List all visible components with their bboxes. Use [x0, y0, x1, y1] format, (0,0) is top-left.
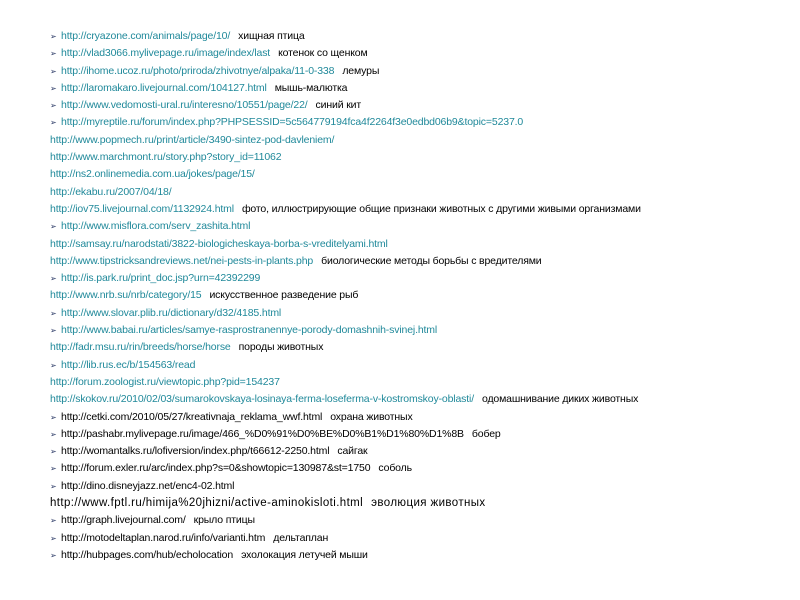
list-item	[50, 339, 790, 356]
list-item	[50, 132, 790, 149]
link-description: бобер	[471, 427, 501, 440]
link-description: котенок со щенком	[278, 47, 368, 60]
list-item	[50, 63, 790, 80]
list-item	[50, 547, 790, 564]
arrow-bullet-icon: ➢	[50, 533, 57, 543]
list-item	[50, 426, 790, 443]
list-item	[50, 391, 790, 408]
link[interactable]: http://fadr.msu.ru/rin/breeds/horse/horse	[50, 341, 231, 354]
list-item	[50, 530, 790, 547]
list-item	[50, 357, 790, 374]
link[interactable]: http://www.slovar.plib.ru/dictionary/d32/4185.html	[61, 306, 282, 319]
list-item	[50, 80, 790, 97]
link[interactable]: http://pashabr.mylivepage.ru/image/466_%D0%91%D0%BE%D0%B1%D1%80%D1%8B	[61, 427, 464, 440]
arrow-bullet-icon: ➢	[50, 464, 57, 474]
link[interactable]: http://forum.exler.ru/arc/index.php?s=0&showtopic=130987&st=1750	[61, 462, 371, 475]
list-item	[50, 305, 790, 322]
link-description: хищная птица	[238, 30, 305, 42]
link[interactable]: http://hubpages.com/hub/echolocation	[61, 548, 234, 561]
list-item	[50, 149, 790, 166]
list-item	[50, 478, 790, 495]
link-description: крыло птицы	[193, 514, 255, 527]
link-description: синий кит	[315, 99, 362, 112]
arrow-bullet-icon: ➢	[50, 49, 57, 59]
link[interactable]: http://skokov.ru/2010/02/03/sumarokovskaya-losinaya-ferma-loseferma-v-kostromskoy-oblasti/	[50, 393, 474, 406]
link-list	[50, 28, 790, 564]
list-item	[50, 460, 790, 477]
link[interactable]: http://cetki.com/2010/05/27/kreativnaja_reklama_wwf.html	[61, 410, 323, 423]
list-item	[50, 166, 790, 183]
arrow-bullet-icon: ➢	[50, 274, 57, 284]
list-item	[50, 253, 790, 270]
link[interactable]: http://www.babai.ru/articles/samye-rasprostranennye-porody-domashnih-svinej.html	[61, 324, 438, 337]
arrow-bullet-icon: ➢	[50, 118, 57, 128]
link[interactable]: http://laromakaro.livejournal.com/104127.html	[61, 81, 267, 94]
link[interactable]: http://cryazone.com/animals/page/10/	[61, 30, 231, 42]
link[interactable]: http://www.vedomosti-ural.ru/interesno/10551/page/22/	[61, 99, 308, 112]
arrow-bullet-icon: ➢	[50, 481, 57, 491]
list-item	[50, 236, 790, 253]
list-item	[50, 512, 790, 529]
link[interactable]: http://www.nrb.su/nrb/category/15	[50, 289, 202, 302]
link-description: искусственное разведение рыб	[209, 289, 359, 302]
link-description: одомашнивание диких животных	[481, 393, 639, 406]
link[interactable]: http://www.popmech.ru/print/article/3490-sintez-pod-davleniem/	[50, 133, 335, 146]
link-description: мышь-малютка	[274, 81, 348, 94]
link-description: дельтаплан	[273, 531, 329, 544]
link[interactable]: http://ihome.ucoz.ru/photo/priroda/zhivotnye/alpaka/11-0-338	[61, 64, 335, 77]
list-item	[50, 45, 790, 62]
link[interactable]: http://www.marchmont.ru/story.php?story_id=11062	[50, 151, 282, 164]
link[interactable]: http://www.tipstricksandreviews.net/nei-pests-in-plants.php	[50, 254, 314, 267]
link-description: биологические методы борьбы с вредителями	[321, 254, 542, 267]
link-description: сайгак	[337, 445, 368, 458]
link-description: соболь	[378, 462, 412, 475]
link-description: фото, иллюстрирующие общие признаки животных с другими живыми организмами	[241, 202, 641, 215]
list-item	[50, 201, 790, 218]
arrow-bullet-icon: ➢	[50, 429, 57, 439]
link[interactable]: http://graph.livejournal.com/	[61, 514, 186, 527]
link[interactable]: http://samsay.ru/narodstati/3822-biologicheskaya-borba-s-vreditelyami.html	[50, 237, 388, 250]
link[interactable]: http://womantalks.ru/lofiversion/index.php/t66612-2250.html	[61, 445, 330, 458]
list-item	[50, 443, 790, 460]
list-item	[50, 28, 790, 45]
link-description: охрана животных	[330, 410, 413, 423]
arrow-bullet-icon: ➢	[50, 308, 57, 318]
list-item	[50, 287, 790, 304]
arrow-bullet-icon: ➢	[50, 83, 57, 93]
arrow-bullet-icon: ➢	[50, 447, 57, 457]
arrow-bullet-icon: ➢	[50, 360, 57, 370]
list-item	[50, 322, 790, 339]
arrow-bullet-icon: ➢	[50, 516, 57, 526]
list-item	[50, 218, 790, 235]
link-description: лемуры	[342, 64, 380, 77]
link[interactable]: http://dino.disneyjazz.net/enc4-02.html	[61, 479, 235, 492]
list-item	[50, 114, 790, 131]
link-description: эхолокация летучей мыши	[241, 548, 368, 561]
list-item	[50, 97, 790, 114]
arrow-bullet-icon: ➢	[50, 412, 57, 422]
link[interactable]: http://iov75.livejournal.com/1132924.html	[50, 202, 234, 215]
list-item	[50, 184, 790, 201]
list-item	[50, 270, 790, 287]
link[interactable]: http://vlad3066.mylivepage.ru/image/index/last	[61, 47, 271, 60]
arrow-bullet-icon: ➢	[50, 32, 57, 41]
arrow-bullet-icon: ➢	[50, 66, 57, 76]
arrow-bullet-icon: ➢	[50, 550, 57, 560]
link[interactable]: http://ekabu.ru/2007/04/18/	[50, 185, 172, 198]
list-item	[50, 495, 790, 512]
arrow-bullet-icon: ➢	[50, 326, 57, 336]
link[interactable]: http://forum.zoologist.ru/viewtopic.php?pid=154237	[50, 375, 280, 388]
link[interactable]: http://lib.rus.ec/b/154563/read	[61, 358, 196, 371]
arrow-bullet-icon: ➢	[50, 101, 57, 111]
link[interactable]: http://www.misflora.com/serv_zashita.html	[61, 220, 251, 233]
list-item	[50, 409, 790, 426]
link[interactable]: http://is.park.ru/print_doc.jsp?urn=42392299	[61, 272, 261, 285]
arrow-bullet-icon: ➢	[50, 222, 57, 232]
link[interactable]: http://myreptile.ru/forum/index.php?PHPSESSID=5c564779194fca4f2264f3e0edbd06b9&topic=5237.0	[61, 116, 524, 129]
list-item	[50, 374, 790, 391]
link-description: породы животных	[238, 341, 324, 354]
link[interactable]: http://motodeltaplan.narod.ru/info/varianti.htm	[61, 531, 266, 544]
link[interactable]: http://www.fptl.ru/himija%20jhizni/active-aminokisloti.html	[50, 497, 364, 510]
link-description: эволюция животных	[371, 497, 486, 510]
link[interactable]: http://ns2.onlinemedia.com.ua/jokes/page/15/	[50, 168, 255, 181]
